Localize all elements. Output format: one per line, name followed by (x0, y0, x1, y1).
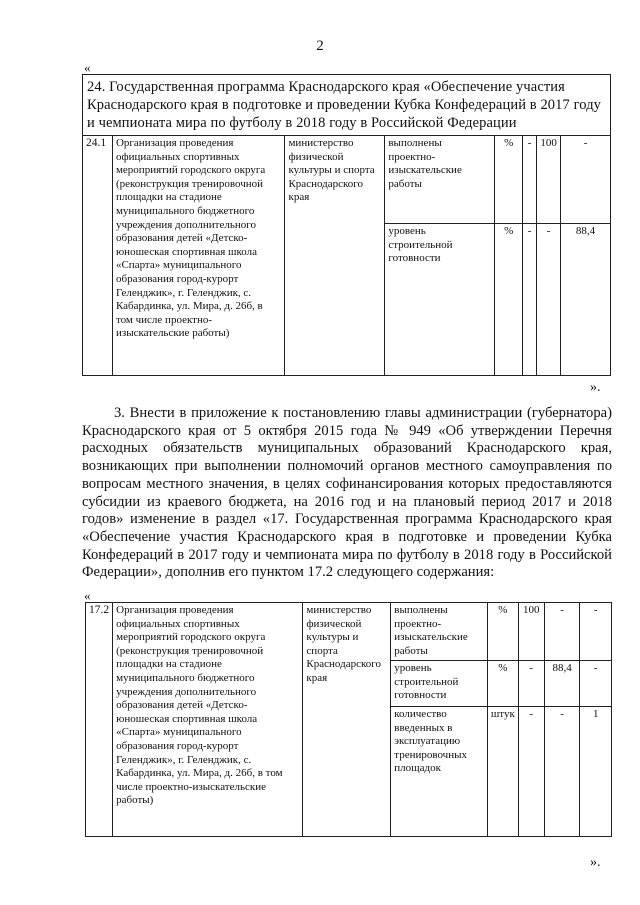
indicator-unit: % (487, 603, 518, 661)
amendment-paragraph (82, 405, 612, 582)
indicator-value-3: - (580, 603, 612, 661)
indicator-value-3: - (580, 661, 612, 707)
row-number: 24.1 (83, 136, 113, 376)
indicator-name: уровень строительной готовности (385, 224, 495, 376)
indicator-unit: % (495, 136, 523, 224)
open-quote-2: « (84, 588, 91, 603)
indicator-value-1: - (523, 136, 537, 224)
indicator-value-2: - (544, 707, 580, 837)
indicator-name: количество введенных в эксплуатацию тренировочных площадок (391, 707, 488, 837)
indicator-value-2: - (537, 224, 561, 376)
close-quote-1: ». (590, 380, 601, 395)
event-description: Организация проведения официальных спортивных мероприятий городского округа (реконструкция тренировочной площадки на стадионе муниципального бюджетного учреждения дополнительного образования детей «Детско-юношеская спортивная школа «Спарта» муниципального образования город-курорт Геленджик», г. Геленджик, с. Кабардинка, ул. Мира, д. 26б, в том числе проектно-изыскательские работы) (112, 136, 285, 376)
paragraph-text: 3. Внести в приложение к постановлению главы администрации (губернатора) Краснодарского края от 5 октября 2015 года № 949 «Об утверждении Перечня расходных обязательств муниципальных образований Краснодарского края, возникающих при выполнении полномочий органов местного самоуправления по вопросам местного значения, в целях софинансирования которых предоставляются субсидии из краевого бюджета, на 2016 год и на плановый период 2017 и 2018 годов» изменение в раздел «17. Государственная программа Краснодарского края «Обеспечение участия Краснодарского края в подготовке и проведении Кубка Конфедераций в 2017 году и чемпионата мира по футболу в 2018 году в Российской Федерации», дополнив его пунктом 17.2 следующего содержания: (82, 405, 612, 581)
page-number: 2 (316, 38, 324, 54)
indicator-value-1: - (523, 224, 537, 376)
program-24-header: 24. Государственная программа Краснодарского края «Обеспечение участия Краснодарского края в подготовке и проведении Кубка Конфедераций в 2017 году и чемпионата мира по футболу в 2018 году в Российской Федерации (83, 75, 611, 136)
indicator-value-2: 88,4 (544, 661, 580, 707)
event-description: Организация проведения официальных спортивных мероприятий городского округа (реконструкция тренировочной площадки на стадионе муниципального бюджетного учреждения дополнительного образования детей «Детско-юношеская спортивная школа «Спарта» муниципального образования город-курорт Геленджик», г. Геленджик, с. Кабардинка, ул. Мира, д. 26б, в том числе проектно-изыскательские работы) (113, 603, 303, 837)
responsible-authority: министерство физической культуры и спорта Краснодарского края (303, 603, 391, 837)
indicator-unit: штук (487, 707, 518, 837)
table-item-17-2 (85, 602, 612, 837)
indicator-name: выполнены проектно-изыскательские работы (391, 603, 488, 661)
indicator-value-3: 1 (580, 707, 612, 837)
indicator-value-2: 100 (537, 136, 561, 224)
open-quote-1: « (84, 60, 91, 75)
close-quote-2: ». (590, 855, 601, 870)
indicator-value-1: - (518, 707, 544, 837)
indicator-unit: % (495, 224, 523, 376)
indicator-value-3: 88,4 (561, 224, 611, 376)
table-program-24 (82, 74, 611, 376)
indicator-name: уровень строительной готовности (391, 661, 488, 707)
indicator-value-3: - (561, 136, 611, 224)
indicator-unit: % (487, 661, 518, 707)
row-number: 17.2 (86, 603, 113, 837)
responsible-authority: министерство физической культуры и спорта Краснодарского края (285, 136, 385, 376)
indicator-name: выполнены проектно-изыскательские работы (385, 136, 495, 224)
indicator-value-1: - (518, 661, 544, 707)
indicator-value-1: 100 (518, 603, 544, 661)
indicator-value-2: - (544, 603, 580, 661)
